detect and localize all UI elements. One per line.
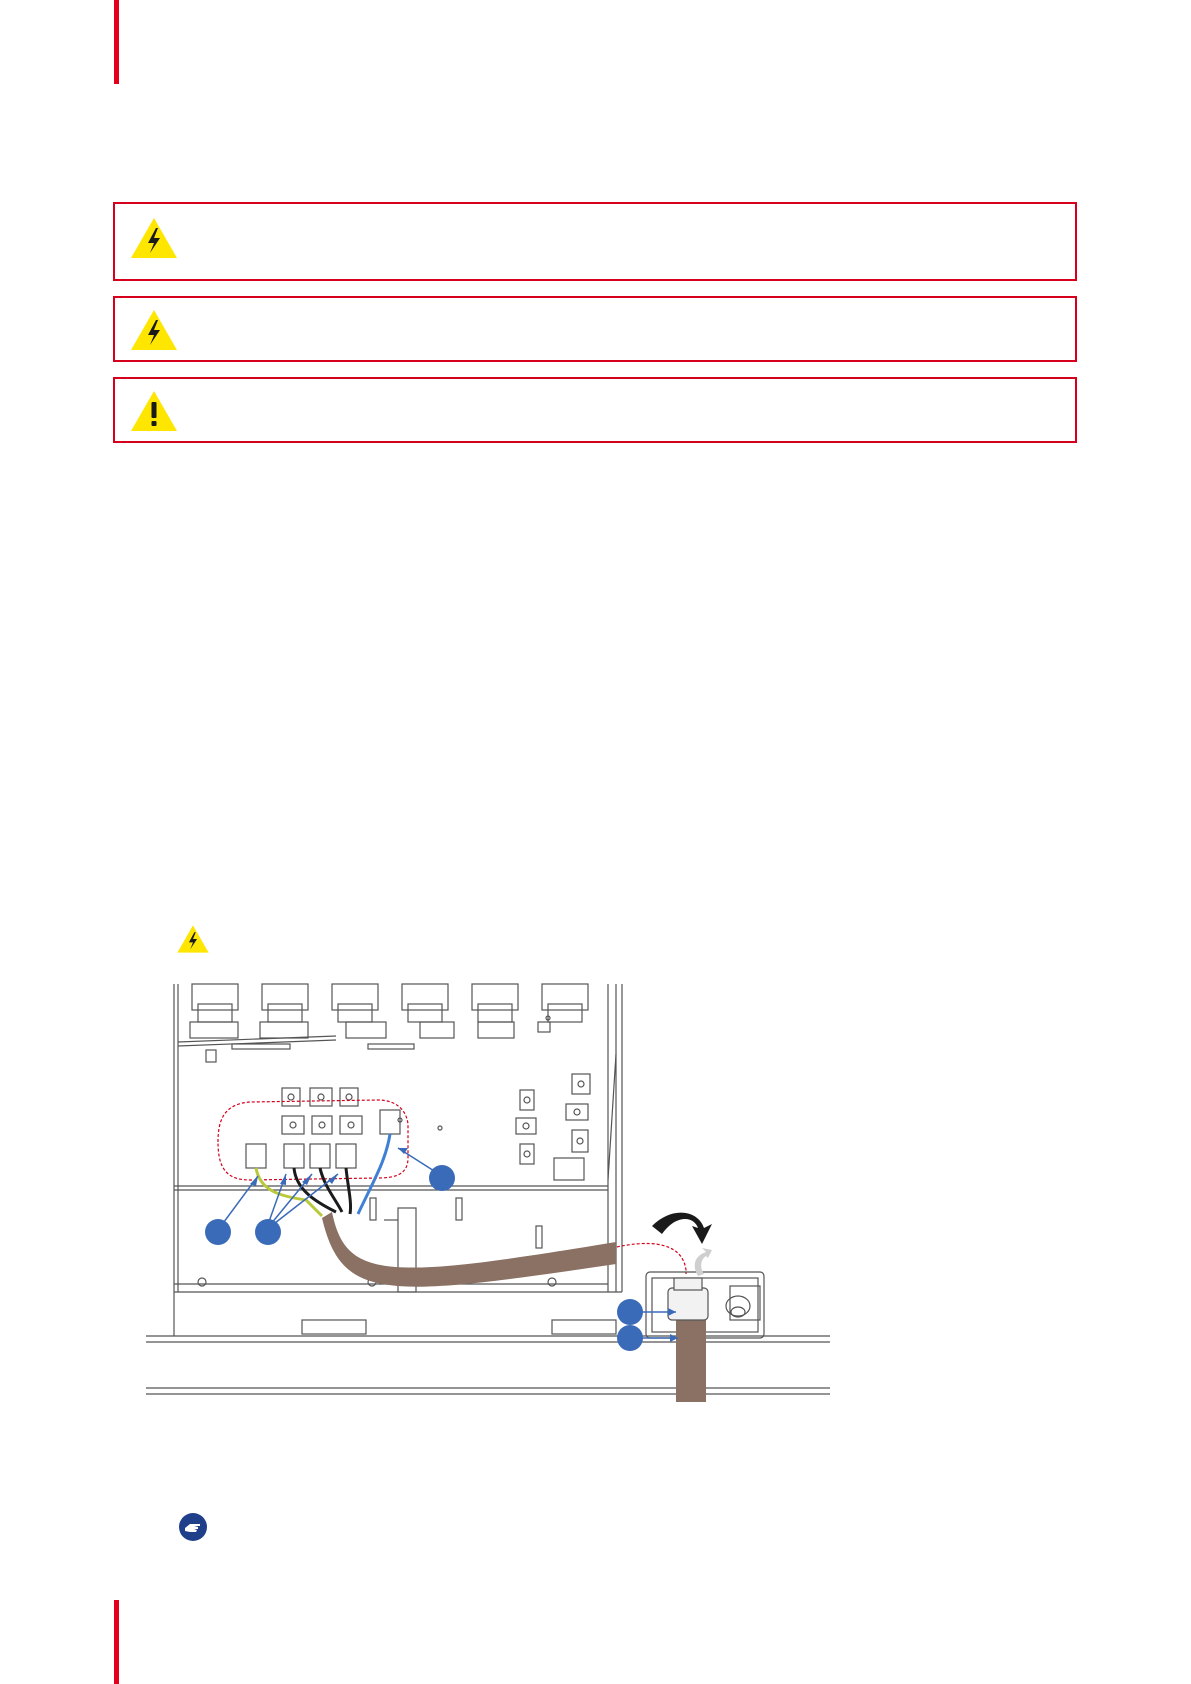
callout-3 [429,1165,455,1191]
warning-box-caution [113,377,1077,443]
exclamation-warning-icon [129,389,179,433]
callout-2 [255,1219,281,1245]
electrical-hazard-icon [176,924,210,959]
tip-hand-icon [178,1512,208,1542]
page-edge-marker-top [114,0,119,84]
page-edge-marker-bottom [114,1600,119,1684]
callout-1 [205,1219,231,1245]
warning-box-electrical-1 [113,202,1077,281]
electrical-hazard-icon [129,216,179,260]
callout-4 [617,1299,643,1325]
power-connection-figure [146,980,830,1402]
callout-5 [617,1325,643,1351]
warning-box-electrical-2 [113,296,1077,362]
electrical-hazard-icon [129,308,179,352]
